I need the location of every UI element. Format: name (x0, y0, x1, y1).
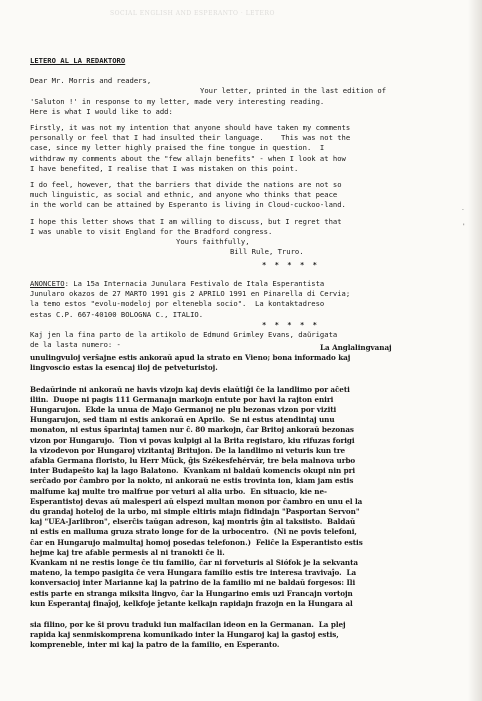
article-line: lingvoscio estas la esencaj iloj de petveturistoj. (30, 363, 218, 373)
article-line: ĉar en Hungarujo malmultaj homoj posedas telefonon.) Feliĉe la Esperantisto estis (30, 537, 363, 547)
announcement-line: estas C.P. 667-40100 BOLOGNA C., ITALIO. (30, 309, 204, 319)
article-line: unulingvuloj verŝajne estis ankoraŭ apud la strato en Vieno; bona informado kaj (30, 353, 351, 363)
article-line: Hungarujon, sed tiam ni estis ankoraŭ en Aprilo. Se ni estus atendintaj unu (30, 415, 335, 425)
article-line: konversacioj inter Marianne kaj la patrino de la familio mi ne baldaŭ forgesos: Ili (30, 578, 356, 588)
article-line: sia filino, por ke ŝi provu traduki iun malfacilan ideon en la Germanan. La plej (30, 620, 346, 630)
letter-closing: Yours faithfully, (176, 237, 250, 247)
letter-line: I hope this letter shows that I am willing to discuss, but I regret that (30, 216, 342, 226)
article-line: iliin. Duope ni pagis 111 Germanajn markojn entute por havi la rajton eniri (30, 394, 334, 404)
article-line: la vizodevon por Hungaroj vizitantaj Britujon. De la landlimo ni veturis kun tre (30, 445, 346, 455)
letter-line: case, since my letter highly praised the fine tongue in question. I (30, 143, 325, 153)
letter-line: withdraw my comments about the "few allajn benefits" - when I look at how (30, 153, 346, 163)
letter-line: I do feel, however, that the barriers that divide the nations are not so (30, 180, 342, 190)
article-line: estis parte en stranga miksita lingvo, ĉar la Hungarino emis uzi Francajn vortojn (30, 588, 353, 598)
article-line: kompreneble, inter mi kaj la patro de la familio, en Esperanto. (30, 640, 280, 650)
margin-mark: . (462, 205, 464, 212)
page-edge-shadow (468, 0, 482, 701)
article-line: hejme kaj tre afable permesis al ni tranokti ĉe li. (30, 547, 225, 557)
article-line: inter Budapeŝto kaj la lago Balatono. Kvankam ni baldaŭ komencis okupi nin pri (30, 466, 356, 476)
announcement-line: : La 15a Internacia Junulara Festivalo de Itala Esperantista (64, 279, 325, 288)
letter-title: LETERO AL LA REDAKTORO (30, 56, 126, 65)
article-line: rapida kaj senmiskomprena komunikado inter la Hungaroj kaj la gastoj estis, (30, 630, 339, 640)
article-body (30, 343, 450, 651)
bleed-through-header: SOCIAL ENGLISH AND ESPERANTO · LETERO (110, 10, 275, 17)
letter-line: in the world can be attained by Esperanto is living in Cloud-cuckoo-land. (30, 200, 346, 210)
announcement-line: la temo estos "evolu-modeloj por eltenebla socio". La kontaktadreso (30, 299, 325, 309)
article-line: kaj "UEA-Jarlibron", elserĉis taŭgan adreson, kaj montris ĝin al taksiisto. Baldaŭ (30, 517, 356, 527)
salutation: Dear Mr. Morris and readers, (30, 76, 152, 86)
article-line: mateno, la tempo pasigita ĉe vera Hungara familio estis tre interesa travivaĵo. La (30, 568, 357, 578)
article-line: serĉado por ĉambro por la nokto, ni ankoraŭ ne estis trovinta ion, kiam jam estis (30, 476, 354, 486)
article-line: ni estis en malluma gruza strato longe for de la urbocentro. (Ni ne povis telefoni, (30, 527, 357, 537)
article-line: afabla Germana floristo, lu Herr Mück, ĝis Székesfehérvár, tre bela malnova urbo (30, 456, 356, 466)
letter-line: I have benefited, I realise that I was mistaken on this point. (30, 163, 299, 173)
article-line: Esperantistoj devas aŭ malesperi aŭ elspezi multan monon por ĉambro en unu el la (30, 496, 363, 506)
letter-signature: Bill Rule, Truro. (230, 247, 304, 257)
letter-line: Your letter, printed in the last edition of (200, 86, 387, 96)
article-line: vizon por Hungarujo. Tion vi povas kulpigi al la Brita registaro, kiu rifuzas forigi (30, 435, 355, 445)
margin-mark: ' (463, 223, 465, 230)
letter-line: Here is what I would like to add: (30, 106, 173, 116)
article-line: Hungarujon. Ekde la unua de Majo Germanoj ne plu bezonas vizon por viziti (30, 405, 337, 415)
letter-line: I was unable to visit England for the Bradford congress. (30, 226, 273, 236)
article-line: du grandaj hoteloj de la urbo, mi simple eltiris miajn fidindajn "Pasportan Servon" (30, 507, 360, 517)
article-line: malfume kaj multe tro malfrue por veturi al alia urbo. En situacio, kie ne- (30, 486, 327, 496)
letter-line: 'Saluton !' in response to my letter, made very interesting reading. (30, 96, 325, 106)
article-intro-line: Kaj jen la fina parto de la artikolo de Edmund Grimley Evans, daŭrigata (30, 330, 338, 340)
announcement-heading: ANONCETO (30, 279, 65, 288)
article-line: Kvankam ni ne restis longe ĉe tiu familio, ĉar ni forveturis al Siófok je la sekvanta (30, 558, 358, 568)
announcement-line: Junularo okazos de 27 MARTO 1991 gis 2 APRILO 1991 en Pinarella di Cervia; (30, 289, 351, 299)
separator-stars: * * * * * (262, 319, 319, 329)
article-line: Bedaŭrinde ni ankoraŭ ne havis vizojn kaj devis elaŭtiĝi ĉe la landlimo por aĉeti (30, 384, 350, 394)
letter-line: personally or feel that I had insulted their language. This was not the (30, 133, 351, 143)
article-intro-line: de la lasta numero: - (30, 340, 121, 350)
article-line: La Anglalingvanaj (320, 343, 392, 352)
separator-stars: * * * * * (262, 260, 319, 270)
article-line: monaton, ni estus ŝparintaj tamen nur ĉ. 80 markojn, ĉar Britoj ankoraŭ bezonas (30, 425, 354, 435)
article-line: kun Esperantaj finaĵoj, kelkfoje ĵetante kelkajn rapidajn frazojn en la Hungara al (30, 598, 353, 608)
letter-line: Firstly, it was not my intention that anyone should have taken my comments (30, 123, 351, 133)
letter-line: much linguistic, as social and ethnic, and anyone who thinks that peace (30, 190, 338, 200)
announcement-section (30, 279, 454, 350)
letter-section (30, 56, 454, 271)
